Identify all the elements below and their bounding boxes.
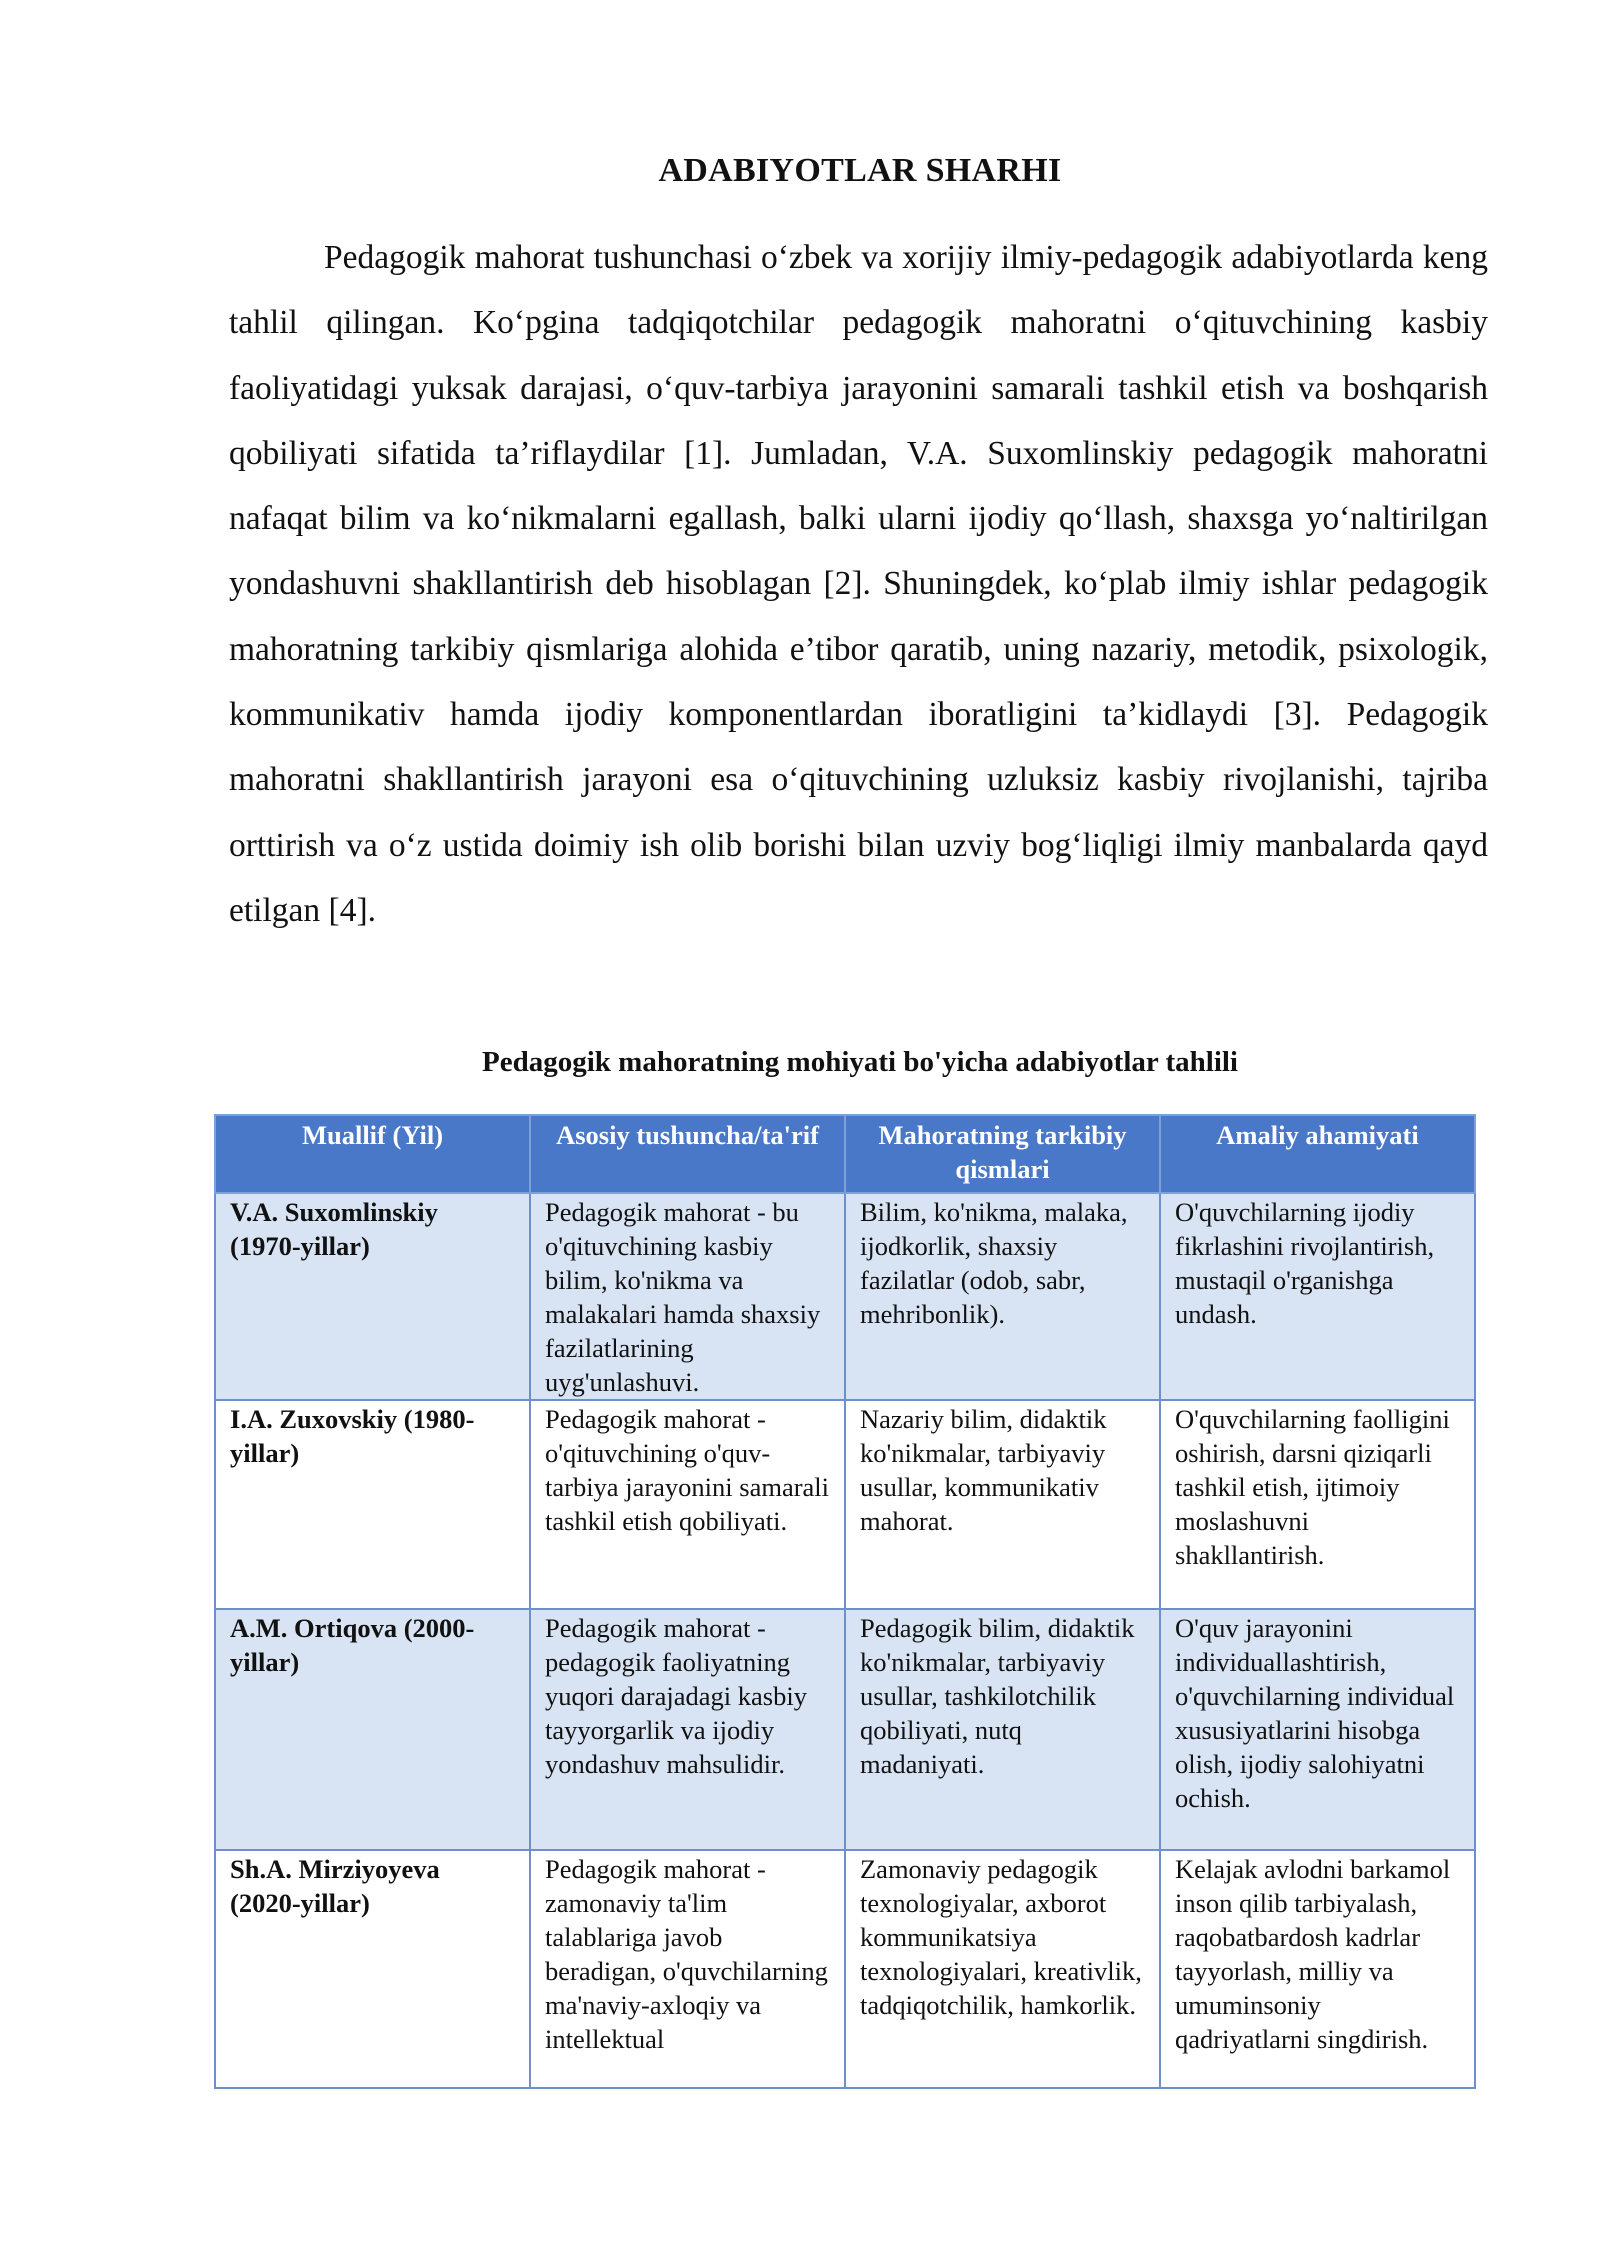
table-row <box>215 1193 1475 1400</box>
cell-definition: Pedagogik mahorat - o'qituvchining o'quv-tarbiya jarayonini samarali tashkil etish qobiliyati. <box>530 1400 845 1609</box>
header-significance: Amaliy ahamiyati <box>1160 1115 1475 1193</box>
cell-definition-text: Pedagogik mahorat - zamonaviy ta'lim talablariga javob beradigan, o'quvchilarning ma'naviy-axloqiy va intellektual <box>545 1854 828 2054</box>
cell-significance: O'quv jarayonini individuallashtirish, o'quvchilarning individual xususiyatlarini hisobga olish, ijodiy salohiyatni ochish. <box>1160 1609 1475 1850</box>
cell-significance: O'quvchilarning ijodiy fikrlashini rivojlantirish, mustaqil o'rganishga undash. <box>1160 1193 1475 1400</box>
cell-components: Nazariy bilim, didaktik ko'nikmalar, tarbiyaviy usullar, kommunikativ mahorat. <box>845 1400 1160 1609</box>
header-components: Mahoratning tarkibiy qismlari <box>845 1115 1160 1193</box>
body-paragraph: Pedagogik mahorat tushunchasi oʻzbek va xorijiy ilmiy-pedagogik adabiyotlarda keng tahlil qilingan. Koʻpgina tadqiqotchilar pedagogik mahoratni oʻqituvchining kasbiy faoliyatidagi yuksak darajasi, oʻquv-tarbiya jarayonini samarali tashkil etish va boshqarish qobiliyati sifatida ta’riflaydilar [1]. Jumladan, V.A. Suxomlinskiy pedagogik mahoratni nafaqat bilim va koʻnikmalarni egallash, balki ularni ijodiy qoʻllash, shaxsga yoʻnaltirilgan yondashuvni shakllantirish deb hisoblagan [2]. Shuningdek, koʻplab ilmiy ishlar pedagogik mahoratning tarkibiy qismlariga alohida e’tibor qaratib, uning nazariy, metodik, psixologik, kommunikativ hamda ijodiy komponentlardan iboratligini ta’kidlaydi [3]. Pedagogik mahoratni shakllantirish jarayoni esa oʻqituvchining uzluksiz kasbiy rivojlanishi, tajriba orttirish va oʻz ustida doimiy ish olib borishi bilan uzviy bogʻliqligi ilmiy manbalarda qayd etilgan [4]. <box>229 239 1488 929</box>
literature-table <box>214 1114 1476 2089</box>
cell-significance: O'quvchilarning faolligini oshirish, darsni qiziqarli tashkil etish, ijtimoiy moslashuvni shakllantirish. <box>1160 1400 1475 1609</box>
cell-author: Sh.A. Mirziyoyeva (2020-yillar) <box>215 1850 530 2088</box>
table-row <box>215 1400 1475 1609</box>
cell-definition: Pedagogik mahorat - bu o'qituvchining kasbiy bilim, ko'nikma va malakalari hamda shaxsiy fazilatlarining uyg'unlashuvi. <box>530 1193 845 1400</box>
table-row <box>215 1609 1475 1850</box>
header-author: Muallif (Yil) <box>215 1115 530 1193</box>
cell-components: Pedagogik bilim, didaktik ko'nikmalar, tarbiyaviy usullar, tashkilotchilik qobiliyati, nutq madaniyati. <box>845 1609 1160 1850</box>
table-header-row <box>215 1115 1475 1193</box>
header-definition: Asosiy tushuncha/ta'rif <box>530 1115 845 1193</box>
cell-components: Bilim, ko'nikma, malaka, ijodkorlik, shaxsiy fazilatlar (odob, sabr, mehribonlik). <box>845 1193 1160 1400</box>
cell-components: Zamonaviy pedagogik texnologiyalar, axborot kommunikatsiya texnologiyalari, kreativlik, tadqiqotchilik, hamkorlik. <box>845 1850 1160 2088</box>
cell-author: I.A. Zuxovskiy (1980-yillar) <box>215 1400 530 1609</box>
table-caption: Pedagogik mahoratning mohiyati bo'yicha adabiyotlar tahlili <box>482 1046 1238 1078</box>
cell-definition: Pedagogik mahorat - pedagogik faoliyatning yuqori darajadagi kasbiy tayyorgarlik va ijodiy yondashuv mahsulidir. <box>530 1609 845 1850</box>
cell-author: A.M. Ortiqova (2000-yillar) <box>215 1609 530 1850</box>
cell-definition <box>530 1850 845 2088</box>
table-row <box>215 1850 1475 2088</box>
cell-author: V.A. Suxomlinskiy (1970-yillar) <box>215 1193 530 1400</box>
section-heading: ADABIYOTLAR SHARHI <box>658 152 1062 189</box>
cell-significance: Kelajak avlodni barkamol inson qilib tarbiyalash, raqobatbardosh kadrlar tayyorlash, milliy va umuminsoniy qadriyatlarni singdirish. <box>1160 1850 1475 2088</box>
